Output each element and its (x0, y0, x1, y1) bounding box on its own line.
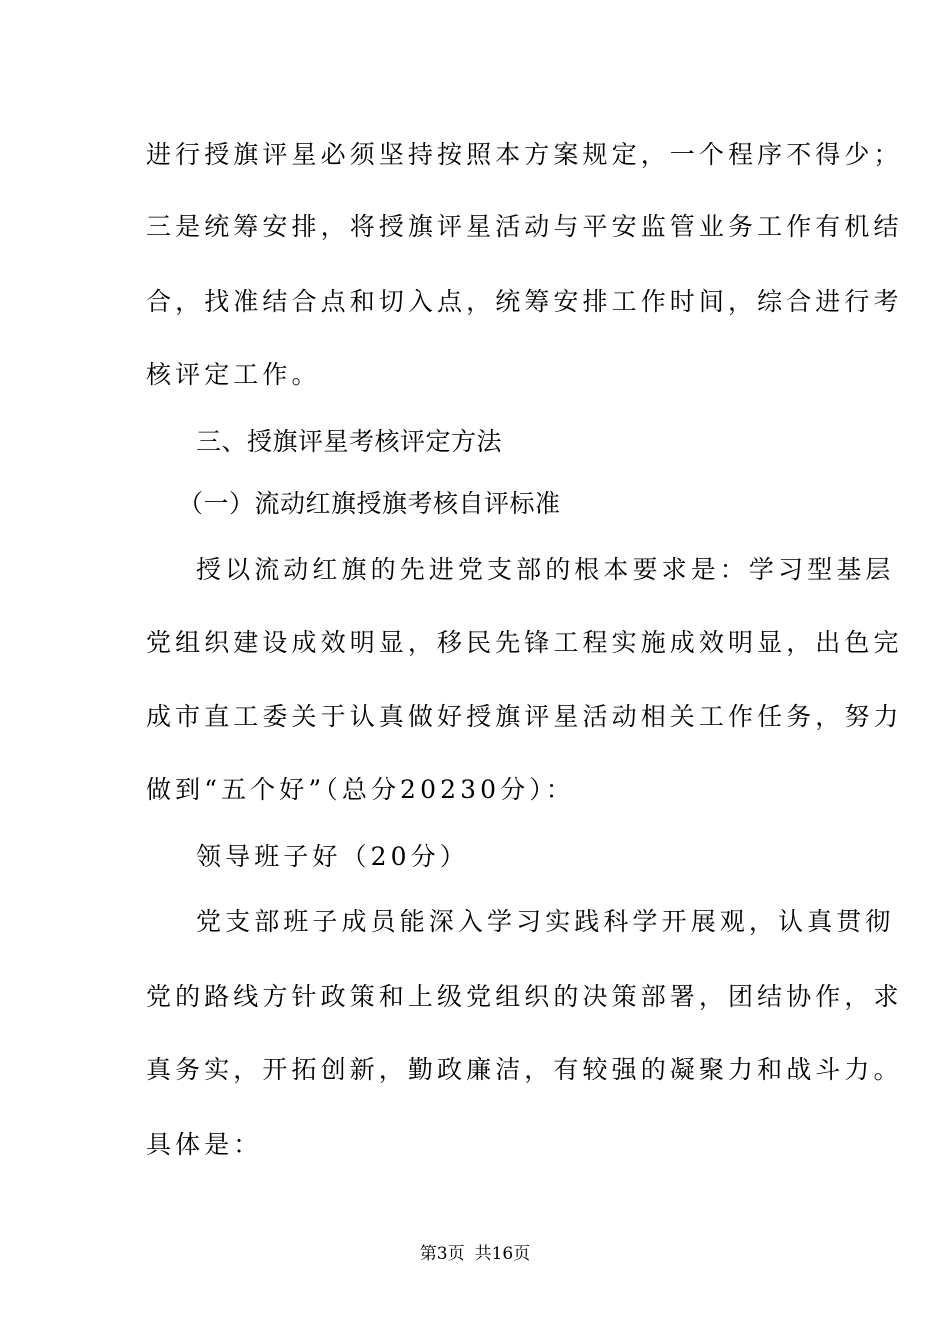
body-text-line: 三是统筹安排，将授旗评星活动与平安监管业务工作有机结 (146, 212, 903, 241)
page-total: 共16页 (474, 1244, 531, 1264)
body-text-line: 党组织建设成效明显，移民先锋工程实施成效明显，出色完 (146, 628, 903, 657)
page-footer (0, 1243, 950, 1265)
body-text-line: 做到“五个好”（总分20230分）： (146, 775, 575, 804)
body-text-line: 党的路线方针政策和上级党组织的决策部署，团结协作，求 (146, 982, 903, 1011)
body-text-line: 党支部班子成员能深入学习实践科学开展观，认真贯彻 (196, 907, 895, 936)
subsection-heading: （一）流动红旗授旗考核自评标准 (178, 489, 561, 518)
body-text-line: 核评定工作。 (146, 360, 321, 389)
item-title: 领导班子好（20分） (196, 842, 469, 871)
page-number: 第3页 (419, 1244, 465, 1264)
body-text-line: 真务实，开拓创新，勤政廉洁，有较强的凝聚力和战斗力。 (146, 1055, 903, 1084)
section-heading: 三、授旗评星考核评定方法 (196, 427, 503, 456)
body-text-line: 授以流动红旗的先进党支部的根本要求是：学习型基层 (196, 555, 895, 584)
body-text-line: 合，找准结合点和切入点，统筹安排工作时间，综合进行考 (146, 287, 903, 316)
body-text-line: 成市直工委关于认真做好授旗评星活动相关工作任务，努力 (146, 702, 903, 731)
body-text-line: 具体是： (146, 1130, 263, 1159)
body-text-line: 进行授旗评星必须坚持按照本方案规定，一个程序不得少； (146, 140, 903, 169)
